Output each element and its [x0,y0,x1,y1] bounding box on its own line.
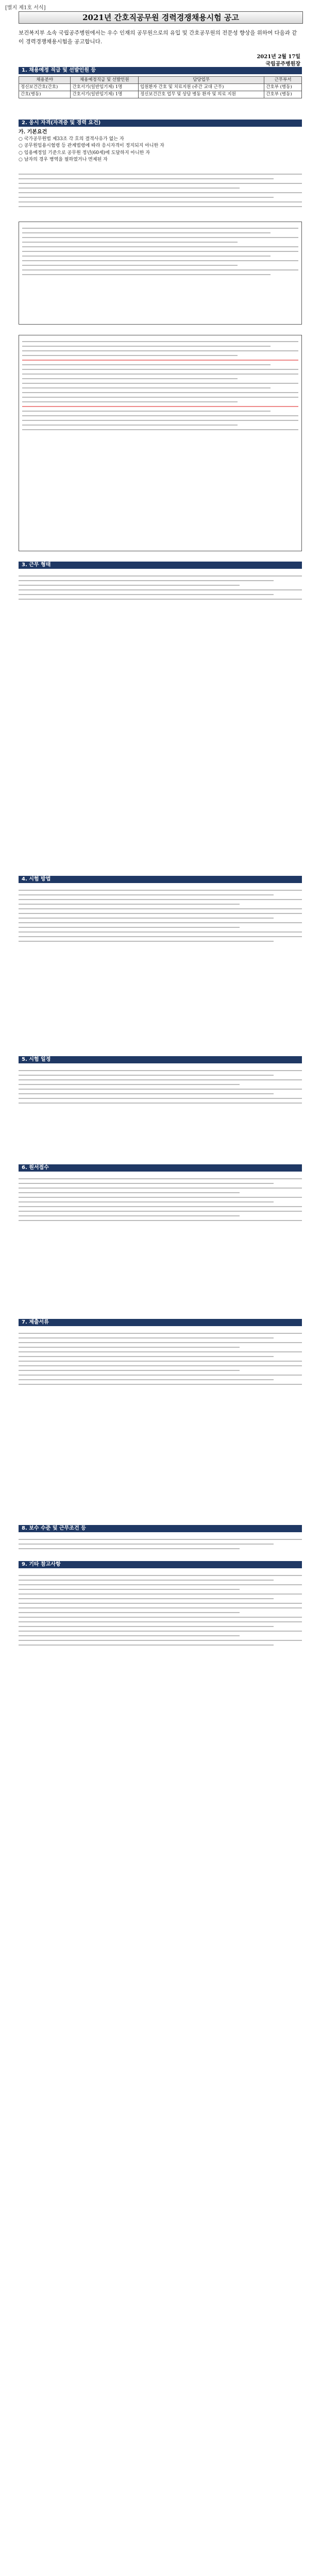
body-text-block [19,1066,302,1107]
table-cell: 간호(병동) [19,91,71,98]
body-text-block [19,170,302,211]
org-name: 국립공주병원장 [265,61,300,67]
section-header-schedule: 5. 시험 일정 [19,1056,302,1063]
table-cell: 간호서기(일반임기제) 1명 [71,84,139,91]
list-item: ○ 남자의 경우 병역을 필하였거나 면제된 자 [19,157,108,162]
table-header: 채용분야 [19,77,71,84]
positions-table [19,76,302,98]
body-text-block [19,1535,302,1553]
body-text-block [19,572,302,603]
section-header-exam: 4. 시험 방법 [19,876,302,883]
table-header: 담당업무 [139,77,264,84]
list-item: ○ 임용예정일 기준으로 공무원 정년(60세)에 도달하지 아니한 자 [19,150,150,156]
body-text-block [19,886,302,945]
form-number: [별지 제1호 서식] [5,5,46,11]
section-header-qualification: 2. 응시 자격(자격증 및 경력 요건) [19,120,302,127]
announcement-date [257,54,300,68]
table-row [19,84,302,91]
section-header-salary: 8. 보수 수준 및 근무조건 등 [19,1525,302,1532]
date-text: 2021년 2월 17일 [257,54,300,60]
body-text-block [19,1571,302,1649]
table-row [19,91,302,98]
subheading: 가. 기본요건 [19,129,47,135]
qualification-detail-box [19,222,302,325]
table-cell: 간호부 (병동) [264,84,302,91]
list-item: ○ 국가공무원법 제33조 각 호의 결격사유가 없는 자 [19,136,124,142]
table-cell: 입원환자 간호 및 치료지원 (주간 교대 근무) [139,84,264,91]
section-header-application: 6. 원서접수 [19,1164,302,1172]
qualification-text [19,129,302,164]
table-cell: 정신보건간호(간호) [19,84,71,91]
table-header: 근무부서 [264,77,302,84]
body-text-block [19,1175,302,1225]
list-item: ○ 공무원임용시험령 등 관계법령에 따라 응시자격이 정지되지 아니한 자 [19,143,164,148]
section-header-documents: 7. 제출서류 [19,1319,302,1326]
section-header-work: 3. 근무 형태 [19,562,302,569]
section-header-notes: 9. 기타 참고사항 [19,1561,302,1568]
section-header-positions: 1. 채용예정 직급 및 선발인원 등 [19,67,302,74]
table-header: 채용예정직급 및 선발인원 [71,77,139,84]
table-cell: 정신보건간호 업무 및 상담 병동 환자 및 의료 지원 [139,91,264,98]
experience-requirements-box [19,335,302,551]
table-cell: 간호서기(일반임기제) 1명 [71,91,139,98]
page-title: 2021년 간호직공무원 경력경쟁채용시험 공고 [19,11,303,24]
body-text-block [19,1329,302,1388]
table-cell: 간호부 (병동) [264,91,302,98]
intro-text: 보건복지부 소속 국립공주병원에서는 우수 인재의 공무원으로의 유입 및 간호공무원의 전문성 향상을 위하여 다음과 같이 경력경쟁채용시험을 공고합니다. [19,30,297,45]
